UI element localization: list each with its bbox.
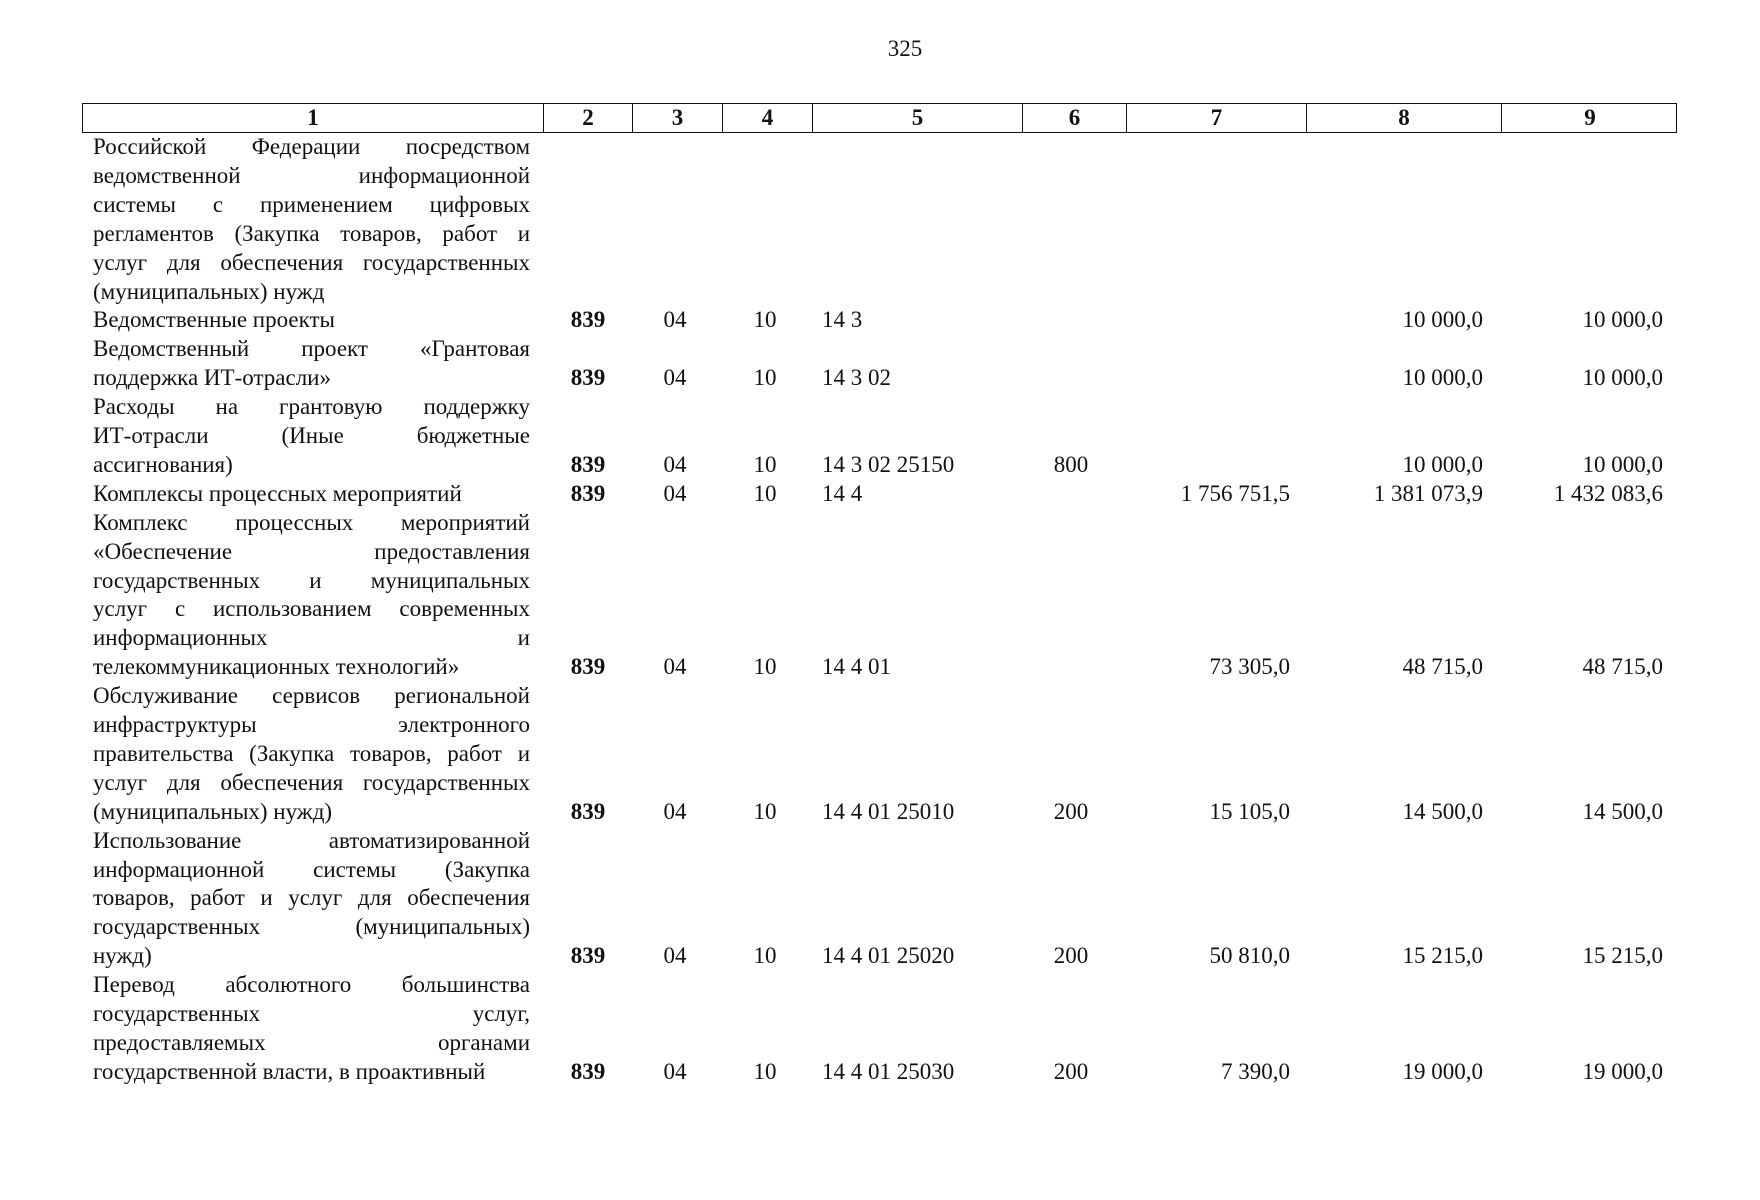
description-line: регламентов (Закупка товаров, работ и — [93, 220, 530, 246]
table-row — [0, 133, 1760, 306]
row-description — [93, 509, 530, 682]
description-line: ИТ-отрасли (Иные бюджетные — [93, 423, 530, 448]
description-line: информационных и — [93, 625, 530, 651]
cell-col-5: 14 4 01 25020 — [822, 943, 955, 969]
cell-col-4: 10 — [753, 451, 777, 477]
cell-col-4: 10 — [753, 798, 777, 824]
cell-col-2: 839 — [570, 365, 606, 391]
cell-col-6: 200 — [1053, 1058, 1089, 1084]
description-line: услуг для обеспечения государственных — [93, 769, 530, 795]
description-line: поддержка ИТ-отрасли» — [93, 365, 331, 391]
cell-col-8: 19 000,0 — [1402, 1058, 1483, 1084]
cell-col-3: 04 — [663, 365, 687, 391]
header-col-7: 7 — [1126, 104, 1306, 132]
cell-col-4: 10 — [753, 654, 777, 680]
cell-col-3: 04 — [663, 943, 687, 969]
description-line: Комплекс процессных мероприятий — [93, 509, 530, 535]
cell-col-2: 839 — [570, 943, 606, 969]
cell-col-9: 10 000,0 — [1582, 307, 1663, 333]
description-line: Ведомственный проект «Грантовая — [93, 336, 530, 362]
cell-col-5: 14 4 — [822, 480, 863, 506]
description-line: государственных и муниципальных — [93, 567, 530, 593]
cell-col-4: 10 — [753, 943, 777, 969]
description-line: государственных (муниципальных) — [93, 914, 530, 940]
cell-col-9: 48 715,0 — [1582, 654, 1663, 680]
description-line: нужд) — [93, 943, 152, 969]
description-line: (муниципальных) нужд) — [93, 798, 333, 824]
description-line: Ведомственные проекты — [93, 307, 335, 333]
page-number: 325 — [887, 36, 923, 61]
cell-col-9: 19 000,0 — [1582, 1058, 1663, 1084]
row-description — [93, 480, 530, 509]
table-row — [0, 393, 1760, 480]
description-line: услуг с использованием современных — [93, 596, 530, 622]
cell-col-8: 10 000,0 — [1402, 365, 1483, 391]
cell-col-3: 04 — [663, 451, 687, 477]
cell-col-5: 14 4 01 25030 — [822, 1058, 955, 1084]
description-line: Использование автоматизированной — [93, 827, 530, 853]
description-line: телекоммуникационных технологий» — [93, 654, 460, 680]
cell-col-7: 50 810,0 — [1209, 943, 1290, 969]
cell-col-5: 14 4 01 — [822, 654, 891, 680]
table-row — [0, 335, 1760, 393]
row-description — [93, 971, 530, 1087]
description-line: предоставляемых органами — [93, 1029, 530, 1055]
description-line: системы с применением цифровых — [93, 191, 530, 217]
cell-col-4: 10 — [753, 480, 777, 506]
description-line: правительства (Закупка товаров, работ и — [93, 740, 530, 766]
description-line: ведомственной информационной — [93, 162, 530, 188]
cell-col-5: 14 4 01 25010 — [822, 798, 955, 824]
header-col-8: 8 — [1306, 104, 1501, 132]
cell-col-2: 839 — [570, 654, 606, 680]
header-col-1: 1 — [307, 105, 319, 130]
row-description — [93, 682, 530, 827]
header-col-2: 2 — [543, 104, 632, 132]
cell-col-2: 839 — [570, 798, 606, 824]
cell-col-3: 04 — [663, 654, 687, 680]
row-description — [93, 827, 530, 972]
description-line: товаров, работ и услуг для обеспечения — [93, 885, 530, 911]
cell-col-4: 10 — [753, 365, 777, 391]
cell-col-7: 73 305,0 — [1209, 654, 1290, 680]
header-col-3: 3 — [632, 104, 722, 132]
cell-col-8: 15 215,0 — [1402, 943, 1483, 969]
cell-col-4: 10 — [753, 1058, 777, 1084]
row-description — [93, 306, 530, 335]
cell-col-3: 04 — [663, 307, 687, 333]
cell-col-7: 7 390,0 — [1221, 1058, 1290, 1084]
cell-col-2: 839 — [570, 451, 606, 477]
description-line: (муниципальных) нужд — [93, 278, 325, 304]
header-col-5: 5 — [812, 104, 1022, 132]
header-col-9: 9 — [1501, 104, 1678, 132]
table-row — [0, 827, 1760, 972]
description-line: инфраструктуры электронного — [93, 712, 530, 737]
cell-col-9: 1 432 083,6 — [1553, 480, 1663, 506]
cell-col-6: 200 — [1053, 798, 1089, 824]
header-col-4: 4 — [722, 104, 812, 132]
description-line: Расходы на грантовую поддержку — [93, 394, 530, 420]
cell-col-5: 14 3 02 — [822, 365, 891, 391]
table-row — [0, 682, 1760, 827]
description-line: Комплексы процессных мероприятий — [93, 480, 462, 506]
table-row — [0, 480, 1760, 509]
description-line: Перевод абсолютного большинства — [93, 972, 530, 998]
cell-col-4: 10 — [753, 307, 777, 333]
cell-col-3: 04 — [663, 480, 687, 506]
cell-col-5: 14 3 02 25150 — [822, 451, 955, 477]
description-line: Российской Федерации посредством — [93, 134, 530, 159]
cell-col-8: 10 000,0 — [1402, 307, 1483, 333]
cell-col-3: 04 — [663, 798, 687, 824]
cell-col-2: 839 — [570, 307, 606, 333]
header-col-6: 6 — [1022, 104, 1126, 132]
table-row — [0, 971, 1760, 1087]
cell-col-8: 1 381 073,9 — [1373, 480, 1483, 506]
table-row — [0, 306, 1760, 335]
cell-col-9: 10 000,0 — [1582, 365, 1663, 391]
description-line: Обслуживание сервисов региональной — [93, 683, 530, 709]
description-line: «Обеспечение предоставления — [93, 538, 530, 564]
cell-col-2: 839 — [570, 1058, 606, 1084]
cell-col-7: 1 756 751,5 — [1180, 480, 1290, 506]
description-line: информационной системы (Закупка — [93, 856, 530, 882]
cell-col-2: 839 — [570, 480, 606, 506]
table-header-row — [82, 103, 1677, 133]
table-row — [0, 509, 1760, 682]
cell-col-8: 14 500,0 — [1402, 798, 1483, 824]
description-line: государственной власти, в проактивный — [93, 1058, 486, 1084]
cell-col-8: 10 000,0 — [1402, 451, 1483, 477]
cell-col-6: 200 — [1053, 943, 1089, 969]
cell-col-8: 48 715,0 — [1402, 654, 1483, 680]
cell-col-5: 14 3 — [822, 307, 863, 333]
cell-col-9: 14 500,0 — [1582, 798, 1663, 824]
row-description — [93, 335, 530, 393]
row-description — [93, 133, 530, 306]
cell-col-9: 10 000,0 — [1582, 451, 1663, 477]
cell-col-7: 15 105,0 — [1209, 798, 1290, 824]
cell-col-3: 04 — [663, 1058, 687, 1084]
description-line: ассигнования) — [93, 451, 233, 477]
description-line: государственных услуг, — [93, 1001, 530, 1026]
cell-col-9: 15 215,0 — [1582, 943, 1663, 969]
row-description — [93, 393, 530, 480]
description-line: услуг для обеспечения государственных — [93, 249, 530, 275]
cell-col-6: 800 — [1053, 451, 1089, 477]
